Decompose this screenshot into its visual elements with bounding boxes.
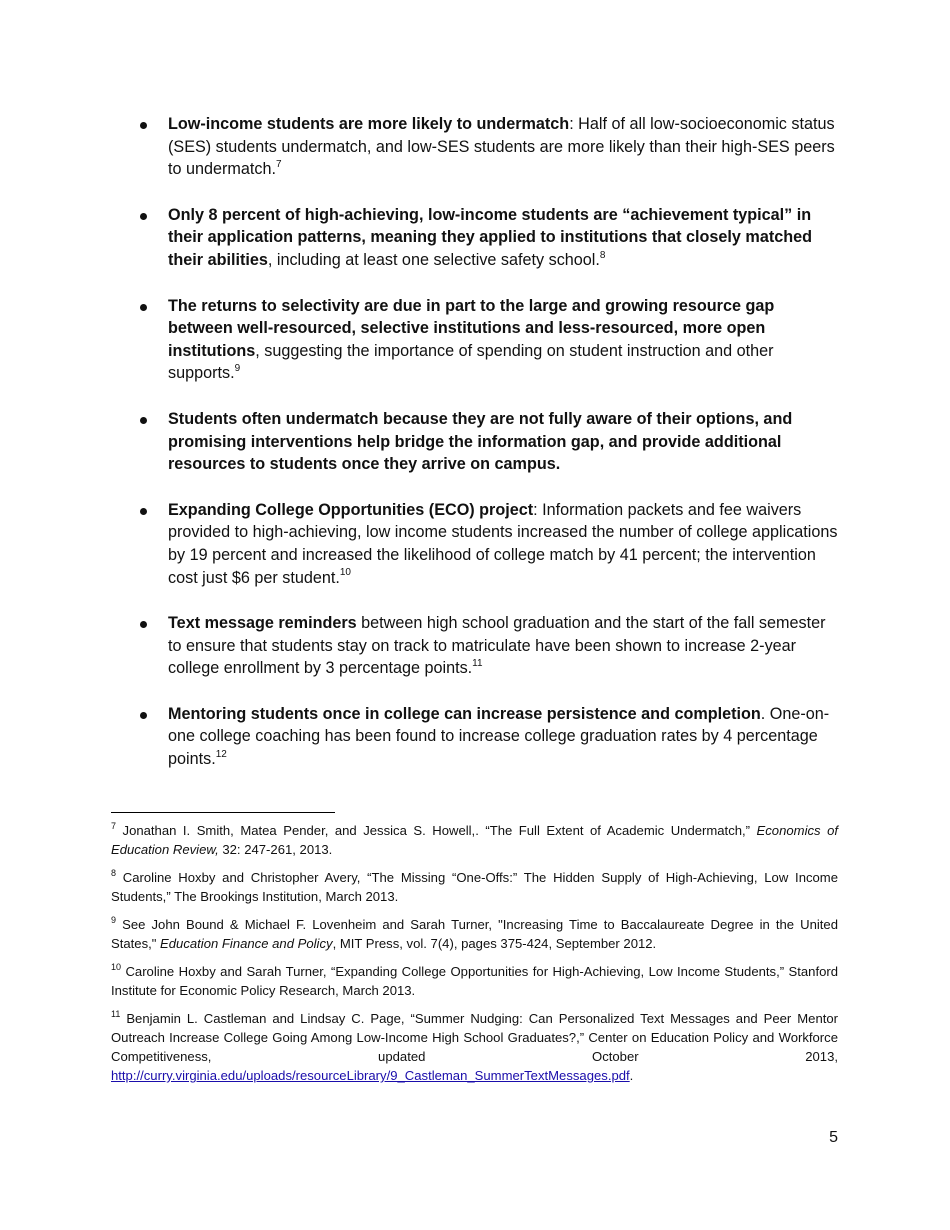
list-item <box>140 295 840 385</box>
footnote-text: Benjamin L. Castleman and Lindsay C. Page, “Summer Nudging: Can Personalized Text Messages and Peer Mentor Outreach Increase College Going Among Low-Income High School Graduates?,” Center on Education Policy and Workforce Competitiveness, updated October 2013, <box>111 1011 839 1064</box>
footnote-number: 8 <box>111 867 117 878</box>
footnote-10 <box>111 962 838 1000</box>
footnote-number: 11 <box>111 1008 121 1019</box>
footnote-link[interactable]: http://curry.virginia.edu/uploads/resourceLibrary/9_Castleman_SummerTextMessages.pdf <box>111 1068 630 1083</box>
bullet-text: : Information packets and fee waivers provided to high-achieving, low income students increased the number of college applications by 19 percent and increased the likelihood of college match by 41 percent; the intervention cost just $6 per student. <box>168 500 838 587</box>
footnote-ref[interactable]: 9 <box>234 362 241 374</box>
footnote-journal: Economics of Education Review, <box>111 823 838 857</box>
list-item <box>140 612 840 680</box>
bullet-heading: Only 8 percent of high-achieving, low-income students are “achievement typical” in their application patterns, meaning they applied to institutions that closely matched their abilities <box>168 205 812 269</box>
footnote-8 <box>111 868 838 906</box>
bullet-heading: The returns to selectivity are due in part to the large and growing resource gap between well-resourced, selective institutions and less-resourced, more open institutions <box>168 296 775 360</box>
bullet-text: , suggesting the importance of spending on student instruction and other supports. <box>168 341 774 383</box>
footnote-ref[interactable]: 8 <box>599 249 606 261</box>
bullet-icon <box>140 122 147 129</box>
footnote-9 <box>111 915 838 953</box>
bullet-heading: Text message reminders <box>168 614 357 633</box>
list-item <box>140 204 840 272</box>
bullet-heading: Low-income students are more likely to undermatch <box>168 115 570 133</box>
footnote-number: 7 <box>111 820 117 831</box>
page-number: 5 <box>829 1129 838 1146</box>
footnote-number: 9 <box>111 914 117 925</box>
footnote-text: Jonathan I. Smith, Matea Pender, and Jessica S. Howell,. “The Full Extent of Academic Undermatch,” <box>122 823 757 838</box>
footnote-separator <box>111 812 335 813</box>
key-findings-list <box>140 113 840 794</box>
bullet-icon <box>140 621 147 628</box>
footnote-text-end: . <box>629 1068 634 1083</box>
footnote-number: 10 <box>111 961 122 972</box>
bullet-icon <box>140 417 147 424</box>
footnote-7 <box>111 821 838 859</box>
footnote-journal: Education Finance and Policy <box>160 936 333 951</box>
bullet-heading: Mentoring students once in college can increase persistence and completion <box>168 704 761 723</box>
bullet-icon <box>140 508 147 515</box>
list-item <box>140 113 840 181</box>
footnote-ref[interactable]: 12 <box>215 748 227 760</box>
bullet-text: : Half of all low-socioeconomic status (SES) students undermatch, and low-SES students are more likely than their high-SES peers to undermatch. <box>168 115 835 179</box>
bullet-icon <box>140 304 147 311</box>
footnotes <box>111 821 838 1094</box>
list-item <box>140 499 840 589</box>
bullet-text: , including at least one selective safety school. <box>267 250 600 269</box>
footnote-text: Caroline Hoxby and Christopher Avery, “The Missing “One-Offs:” The Hidden Supply of High-Achieving, Low Income Students,” The Brookings Institution, March 2013. <box>111 870 838 904</box>
footnote-ref[interactable]: 7 <box>275 158 282 170</box>
bullet-text: between high school graduation and the start of the fall semester to ensure that students stay on track to matriculate have been shown to increase 2-year college enrollment by 3 percentage points. <box>168 614 826 678</box>
footnote-text-end: , MIT Press, vol. 7(4), pages 375-424, September 2012. <box>332 936 657 951</box>
list-item <box>140 703 840 771</box>
footnote-11 <box>111 1009 838 1085</box>
footnote-ref[interactable]: 10 <box>339 567 351 579</box>
list-item <box>140 408 840 476</box>
footnote-text: Caroline Hoxby and Sarah Turner, “Expanding College Opportunities for High-Achieving, Low Income Students,” Stanford Institute for Economic Policy Research, March 2013. <box>111 964 839 998</box>
bullet-icon <box>140 213 147 220</box>
bullet-icon <box>140 712 147 719</box>
bullet-text: . One-on-one college coaching has been found to increase college graduation rates by 4 percentage points. <box>168 704 830 769</box>
footnote-ref[interactable]: 11 <box>472 657 483 669</box>
footnote-text-end: 32: 247-261, 2013. <box>218 842 333 857</box>
bullet-heading: Expanding College Opportunities (ECO) project <box>168 500 534 519</box>
footnote-text: See John Bound & Michael F. Lovenheim and Sarah Turner, "Increasing Time to Baccalaureate Degree in the United States," <box>111 917 838 951</box>
bullet-heading: Students often undermatch because they are not fully aware of their options, and promising interventions help bridge the information gap, and provide additional resources to students once they arrive on campus. <box>168 409 793 474</box>
